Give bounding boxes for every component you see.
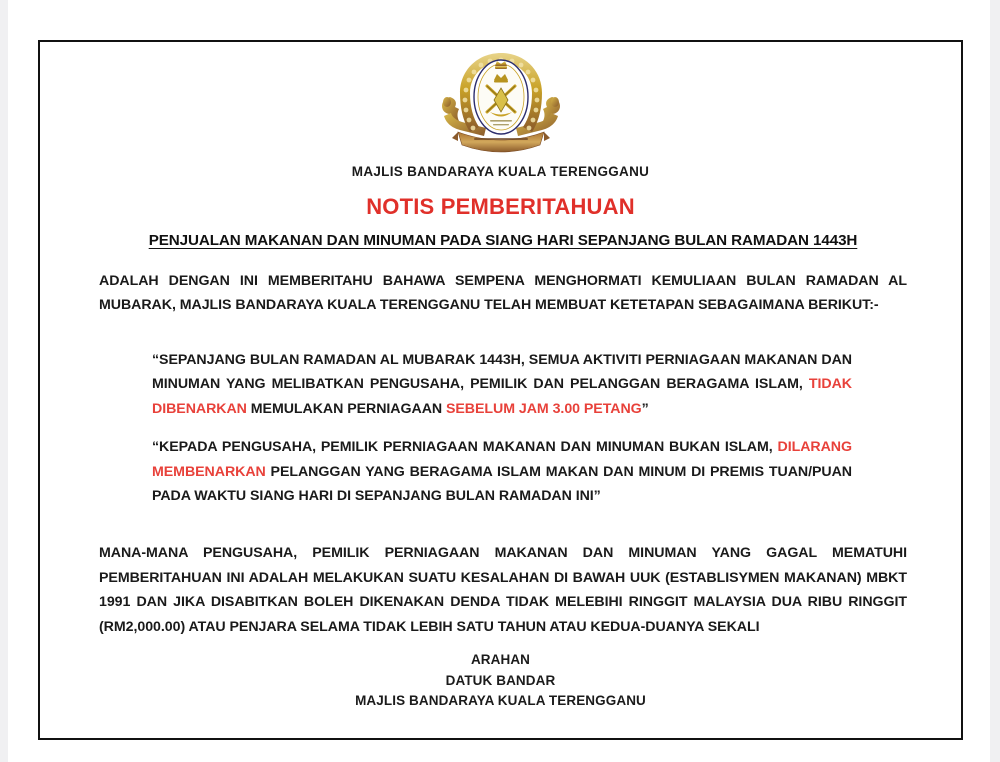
- crest-container: [40, 50, 961, 155]
- text-run-0: “SEPANJANG BULAN RAMADAN AL MUBARAK 1443H, SEMUA AKTIVITI PERNIAGAAN MAKANAN DAN MINUMAN YANG MELIBATKAN PENGUSAHA, PEMILIK DAN PELANGGAN BERAGAMA ISLAM,: [152, 351, 852, 393]
- signature-line-arahan: ARAHAN: [470, 652, 531, 667]
- text-run-3: SEBELUM JAM 3.00 PETANG: [445, 400, 642, 417]
- text-run-0: “KEPADA PENGUSAHA, PEMILIK PERNIAGAAN MAKANAN DAN MINUMAN BUKAN ISLAM,: [152, 439, 778, 456]
- text-run-2: PELANGGAN YANG BERAGAMA ISLAM MAKAN DAN MINUM DI PREMIS TUAN/PUAN PADA WAKTU SIANG HARI DI SEPANJANG BULAN RAMADAN INI”: [152, 463, 852, 504]
- signature-line-council: MAJLIS BANDARAYA KUALA TERENGGANU: [355, 693, 646, 709]
- quote-block-1: [152, 348, 852, 421]
- organisation-name: MAJLIS BANDARAYA KUALA TERENGGANU: [351, 164, 650, 179]
- page-sheet: [8, 0, 990, 762]
- text-run-2: MEMULAKAN PERNIAGAAN: [246, 400, 446, 417]
- signature-block: [40, 650, 961, 712]
- text-run-4: ”: [641, 400, 649, 417]
- signature-line-datuk-bandar: DATUK BANDAR: [445, 672, 556, 688]
- text-run-1: TIDAK DIBENARKAN: [152, 376, 852, 417]
- kuala-terengganu-city-council-crest-icon: [430, 50, 572, 155]
- intro-paragraph: ADALAH DENGAN INI MEMBERITAHU BAHAWA SEMPENA MENGHORMATI KEMULIAAN BULAN RAMADAN AL MUBARAK, MAJLIS BANDARAYA KUALA TERENGGANU TELAH MEMBUAT KETETAPAN SEBAGAIMANA BERIKUT:-: [99, 273, 907, 314]
- notice-title: NOTIS PEMBERITAHUAN: [366, 194, 635, 219]
- text-run-1: DILARANG MEMBENARKAN: [152, 439, 852, 480]
- subject-heading: PENJUALAN MAKANAN DAN MINUMAN PADA SIANG HARI SEPANJANG BULAN RAMADAN 1443H: [148, 232, 858, 249]
- penalty-paragraph: MANA-MANA PENGUSAHA, PEMILIK PERNIAGAAN MAKANAN DAN MINUMAN YANG GAGAL MEMATUHI PEMBERITAHUAN INI ADALAH MELAKUKAN SUATU KESALAHAN DI BAWAH UUK (ESTABLISYMEN MAKANAN) MBKT 1991 DAN JIKA DISABITKAN BOLEH DIKENAKAN DENDA TIDAK MELEBIHI RINGGIT MALAYSIA DUA RIBU RINGGIT (RM2,000.00) ATAU PENJARA SELAMA TIDAK LEBIH SATU TAHUN ATAU KEDUA-DUANYA SEKALI: [99, 545, 907, 635]
- notice-border-box: [38, 40, 963, 740]
- quotes-group: [99, 348, 907, 509]
- notice-content: [99, 232, 907, 639]
- quote-block-2: [152, 435, 852, 508]
